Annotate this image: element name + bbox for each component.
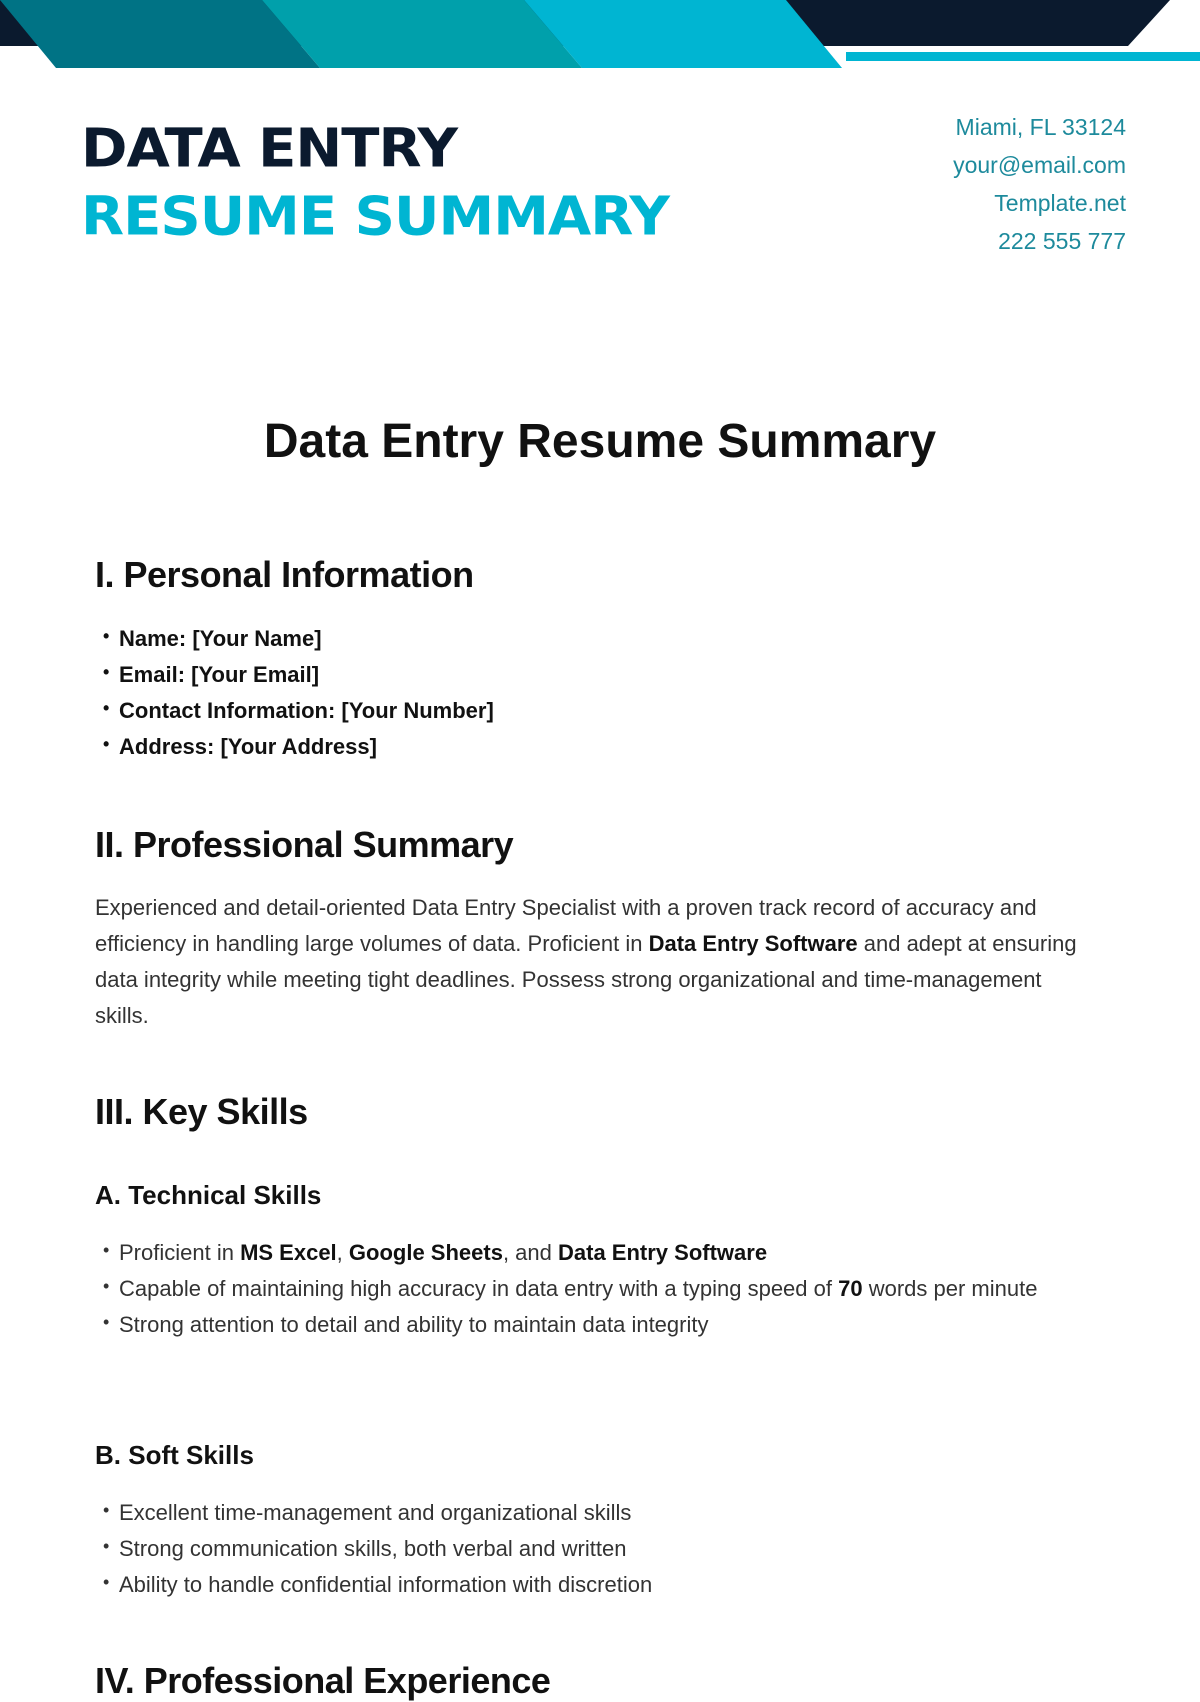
- contact-website[interactable]: Template.net: [994, 190, 1126, 216]
- contact-block: [953, 108, 1126, 260]
- heading-technical-skills: A. Technical Skills: [95, 1180, 322, 1210]
- text: words per minute: [862, 1276, 1038, 1301]
- list-item: • Excellent time-management and organizational skills: [95, 1495, 1085, 1531]
- summary-paragraph: [95, 890, 1085, 1034]
- bold-text: Data Entry Software: [558, 1240, 768, 1265]
- text: , and: [502, 1240, 558, 1265]
- document-title: Data Entry Resume Summary: [263, 415, 937, 468]
- text: ,: [336, 1240, 349, 1265]
- summary-text: and adept at ensuring data integrity while meeting tight deadlines. Possess strong organizational and time-management skills.: [95, 931, 1077, 1028]
- list-item: [95, 1235, 1085, 1271]
- list-item: • Contact Information: [Your Number]: [95, 693, 1085, 729]
- bold-text: 70: [838, 1276, 863, 1301]
- text: Proficient in: [119, 1240, 241, 1265]
- list-item: • Strong communication skills, both verbal and written: [95, 1531, 1085, 1567]
- bold-text: MS Excel: [240, 1240, 337, 1265]
- personal-info-list: [95, 621, 1085, 765]
- list-item: • Name: [Your Name]: [95, 621, 1085, 657]
- text: Capable of maintaining high accuracy in data entry with a typing speed of: [119, 1276, 839, 1301]
- bold-text: Google Sheets: [348, 1240, 503, 1265]
- heading-key-skills: III. Key Skills: [95, 1091, 308, 1132]
- heading-professional-experience: IV. Professional Experience: [95, 1660, 551, 1701]
- contact-email[interactable]: your@email.com: [953, 152, 1126, 178]
- list-item: • Address: [Your Address]: [95, 729, 1085, 765]
- brand-title-line1: DATA ENTRY: [81, 118, 458, 180]
- contact-address: Miami, FL 33124: [955, 114, 1126, 140]
- technical-skills-list: [95, 1235, 1085, 1343]
- heading-soft-skills: B. Soft Skills: [95, 1440, 254, 1470]
- brand-title-line2: RESUME SUMMARY: [81, 186, 669, 248]
- summary-bold: Data Entry Software: [648, 931, 858, 956]
- header-banner: [0, 0, 1200, 70]
- list-item: • Strong attention to detail and ability to maintain data integrity: [95, 1307, 1085, 1343]
- list-item: [95, 1271, 1085, 1307]
- list-item: • Ability to handle confidential information with discretion: [95, 1567, 1085, 1603]
- summary-text: Experienced and detail-oriented Data Entry Specialist with a proven track record of accuracy and efficiency in handling large volumes of data. Proficient in: [95, 895, 1037, 956]
- heading-professional-summary: II. Professional Summary: [95, 824, 514, 865]
- contact-phone: 222 555 777: [998, 228, 1126, 254]
- soft-skills-list: [95, 1495, 1085, 1603]
- list-item: • Email: [Your Email]: [95, 657, 1085, 693]
- banner-accent-line: [846, 52, 1200, 61]
- heading-personal-information: I. Personal Information: [95, 554, 474, 595]
